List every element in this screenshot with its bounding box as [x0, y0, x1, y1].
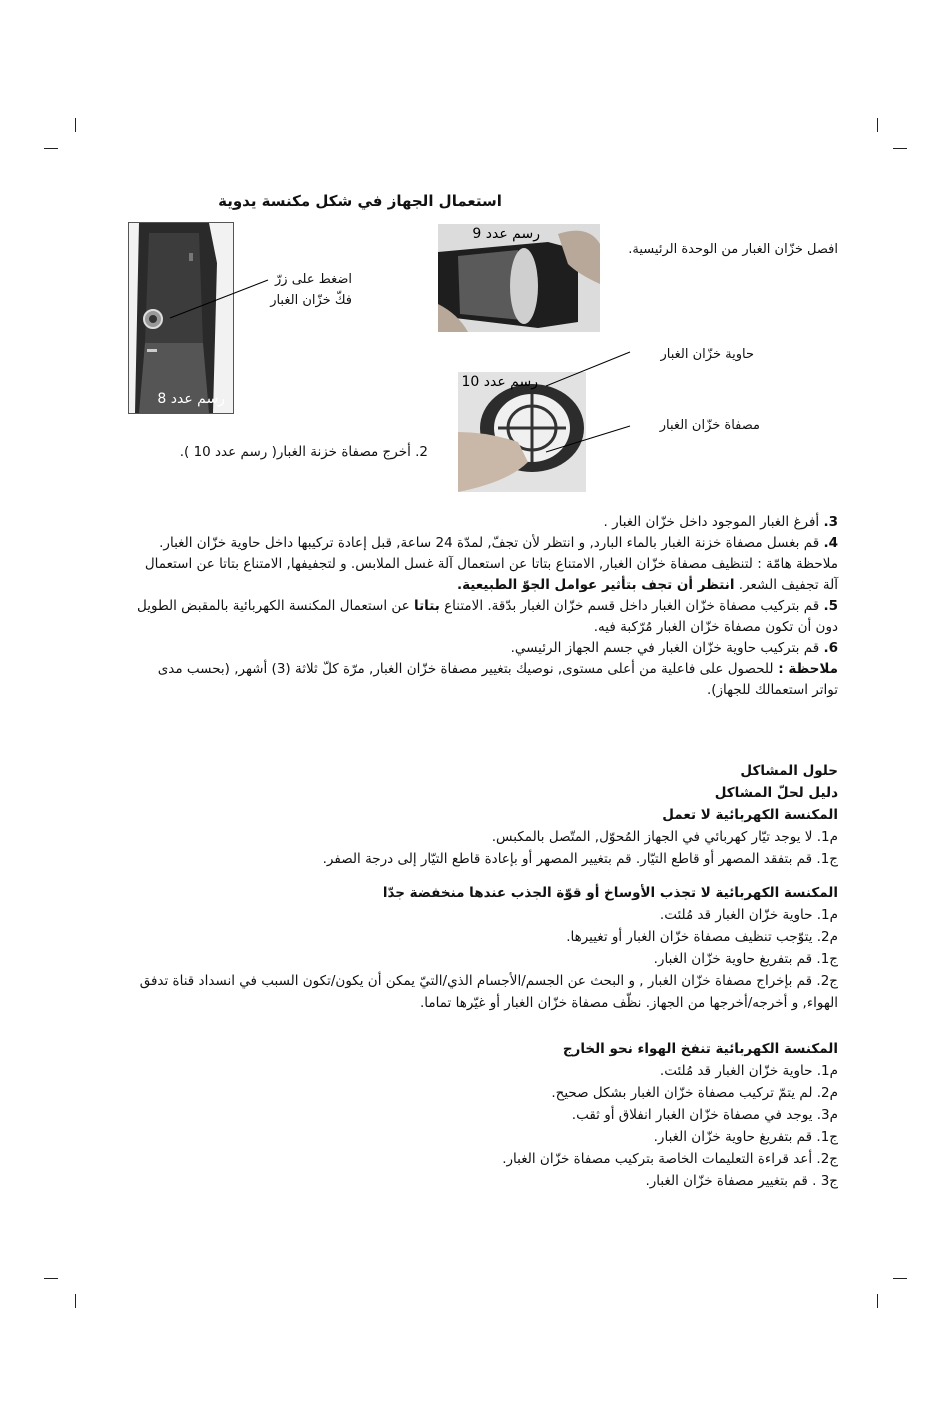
issue-2-line: ج2. قم بإخراج مصفاة خزّان الغبار , و البحث عن الجسم/الأجسام الذي/التيّ يمكن أن يكون/تكون السبب في انسداد قناة تدفق الهواء, و أخرجه/أخرجها من الجهاز. نظّف مصفاة خزّان الغبار أو غيّرها تماما. — [139, 973, 838, 1011]
crop-mark — [877, 118, 878, 132]
issue-3-line: ج1. قم بتفريغ حاوية خزّان الغبار. — [653, 1129, 838, 1145]
step-2: 2. أخرج مصفاة خزنة الغبار( رسم عدد 10 ). — [179, 444, 428, 460]
troubleshooting-heading: حلول المشاكل — [740, 763, 838, 779]
issue-1-line: ج1. قم بتفقد المصهر أو قاطع التيّار. قم بتغيير المصهر أو بإعادة قاطع التيّار إلى درجة الصفر. — [322, 851, 838, 867]
figure-9-callout: افصل خزّان الغبار من الوحدة الرئيسية. — [628, 242, 838, 257]
step-4: 4. قم بغسل مصفاة خزنة الغبار بالماء البارد, و انتظر لأن تجفّ, لمدّة 24 ساعة, قبل إعادة تركيبها داخل حاوية خزّان الغبار. — [159, 535, 838, 551]
page-title: استعمال الجهاز في شكل مكنسة يدوية — [218, 192, 502, 210]
issue-2-line: ج1. قم بتفريغ حاوية خزّان الغبار. — [653, 951, 838, 967]
important-note: ملاحظة هامّة : لتنظيف مصفاة خزّان الغبار, الامتناع بتاتا عن استعمال آلة غسل الملابس. و لتجفيفها, الامتناع بتاتا عن استعمال آلة تجفيف الشعر. انتظر أن تجف بتأثير عوامل الجوّ الطبيعية. — [144, 556, 838, 593]
issue-3-line: ج2. أعد قراءة التعليمات الخاصة بتركيب مصفاة خزّان الغبار. — [502, 1151, 838, 1167]
issue-3-line: م1. حاوية خزّان الغبار قد مُلئت. — [659, 1063, 838, 1079]
crop-mark — [877, 1294, 878, 1308]
crop-mark — [44, 148, 58, 149]
issue-3-line: م3. يوجد في مصفاة خزّان الغبار انفلاق أو ثقب. — [571, 1107, 838, 1123]
issue-3-line: م2. لم يتمّ تركيب مصفاة خزّان الغبار بشكل صحيح. — [551, 1085, 838, 1101]
figure-10-callout-bottom: مصفاة خزّان الغبار — [659, 418, 760, 433]
issue-2-title: المكنسة الكهربائية لا تجذب الأوساخ أو قوّة الجذب عندها منخفضة جدّا — [382, 885, 838, 901]
troubleshooting — [133, 760, 838, 1192]
step-6: 6. قم بتركيب حاوية خزّان الغبار في جسم الجهاز الرئيسي. — [510, 640, 838, 656]
figure-8-caption: رسم عدد 8 — [157, 391, 225, 407]
issue-3-title: المكنسة الكهربائية تنفخ الهواء نحو الخارج — [562, 1041, 838, 1057]
figure-8-callout-line1: اضغط على زرّ — [275, 272, 352, 287]
issue-2-line: م1. حاوية خزّان الغبار قد مُلئت. — [659, 907, 838, 923]
note-2: ملاحظة : للحصول على فاعلية من أعلى مستوى, نوصيك بتغيير مصفاة خزّان الغبار, مرّة كلّ ثلاثة (3) أشهر, (بحسب مدى تواتر استعمالك للجهاز). — [157, 661, 838, 698]
issue-1-line: م1. لا يوجد تيّار كهربائي في الجهاز المُحوّل, المتّصل بالمكبس. — [491, 829, 838, 845]
crop-mark — [893, 148, 907, 149]
troubleshooting-subheading: دليل لحلّ المشاكل — [714, 785, 838, 801]
figure-10-caption: رسم عدد 10 — [461, 374, 538, 390]
crop-mark — [893, 1278, 907, 1279]
crop-mark — [75, 118, 76, 132]
crop-mark — [75, 1294, 76, 1308]
figure-10-callout-top: حاوية خزّان الغبار — [660, 347, 754, 362]
step-3: 3. أفرغ الغبار الموجود داخل خزّان الغبار . — [603, 514, 838, 530]
figure-8-callout-line2: فكّ خزّان الغبار — [270, 293, 352, 308]
figure-9-caption: رسم عدد 9 — [472, 226, 540, 242]
issue-2-line: م2. يتوّجب تنظيف مصفاة خزّان الغبار أو تغييرها. — [566, 929, 838, 945]
crop-mark — [44, 1278, 58, 1279]
issue-3-line: ج3 . قم بتغيير مصفاة خزّان الغبار. — [645, 1173, 838, 1189]
figure-9-image — [438, 224, 600, 332]
issue-1-title: المكنسة الكهربائية لا تعمل — [662, 807, 838, 823]
step-5: 5. قم بتركيب مصفاة خزّان الغبار داخل قسم خزّان الغبار بدّقة. الامتناع بتاتا عن استعمال المكنسة الكهربائية بالمقبض الطويل دون أن تكون مصفاة خزّان الغبار مُرّكبة فيه. — [137, 598, 838, 635]
steps-block — [133, 512, 838, 701]
